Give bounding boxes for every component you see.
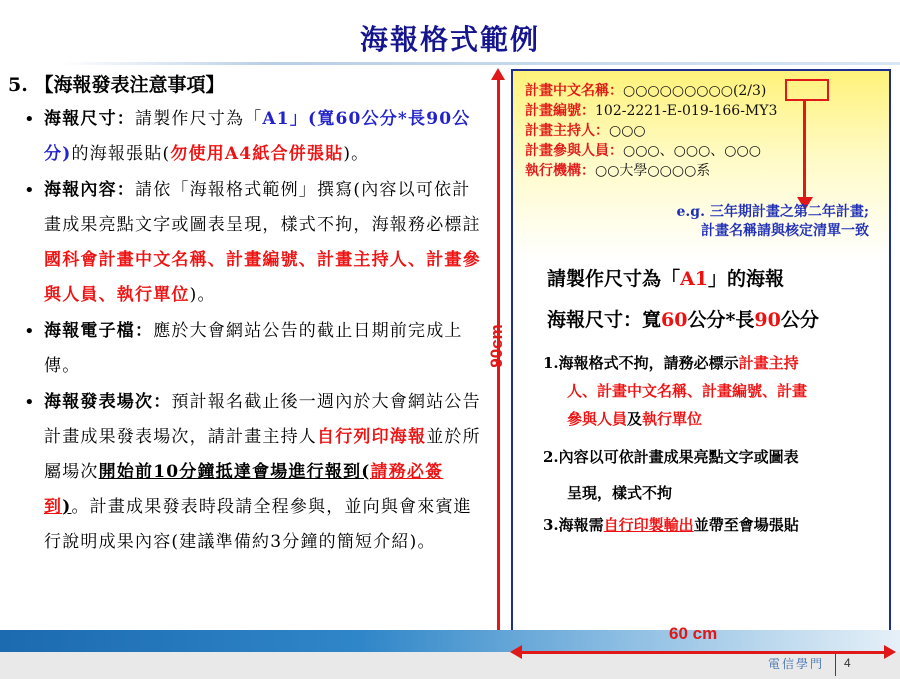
meta-key: 計畫編號： <box>525 103 595 119</box>
item-text: 呈現，樣式不拘 <box>567 484 673 502</box>
item-highlight: 自行印製輸出 <box>603 516 694 534</box>
meta-row-members <box>525 141 777 161</box>
meta-key: 計畫中文名稱： <box>525 83 623 99</box>
meta-row-title <box>525 81 777 101</box>
poster-meta <box>525 81 777 181</box>
arrow-up-icon <box>491 68 505 80</box>
bullet-poster-size <box>8 102 484 172</box>
item-text: 3.海報需 <box>543 516 604 534</box>
meta-key: 執行機構： <box>525 163 595 179</box>
poster-item-2 <box>543 439 799 511</box>
poster-example <box>511 69 891 643</box>
notes-panel <box>8 70 484 561</box>
item-text: 及 <box>627 410 643 428</box>
size-text: 海報尺寸：寬 <box>547 309 662 331</box>
bullet-text-size: A1」(寬60公分*長90公分) <box>44 109 471 164</box>
item-highlight: 計畫主持 <box>738 354 799 372</box>
footer-band <box>0 630 900 652</box>
notes-list <box>8 102 484 560</box>
bullet-text: )。 <box>189 285 216 305</box>
meta-value: ○○大學○○○○系 <box>595 163 711 179</box>
bullet-label: 海報發表場次： <box>44 392 172 412</box>
bullet-text: 。計畫成果發表時段請全程參與，並向與會來賓進行說明成果內容(建議準備約3分鐘的簡短介紹)。 <box>44 497 472 552</box>
bullet-arrive-early: 開始前10分鐘抵達會場進行報到( <box>98 462 371 482</box>
size-text: 公分*長 <box>687 309 755 331</box>
size-text: 請製作尺寸為「 <box>547 268 681 290</box>
width-label: 60 cm <box>669 624 718 643</box>
meta-key: 計畫主持人： <box>525 123 609 139</box>
bullet-text: 應於大會網站公告的截止日期前完成上傳。 <box>44 321 463 376</box>
meta-value: ○○○○○○○○○(2/3) <box>623 83 767 99</box>
height-label: 90cm <box>487 324 506 368</box>
meta-row-institution <box>525 161 777 181</box>
bullet-poster-content <box>8 173 484 313</box>
poster-size-dimensions <box>547 305 819 332</box>
meta-row-pi <box>525 121 777 141</box>
page-number: 4 <box>844 656 851 670</box>
poster-size-line <box>547 264 784 291</box>
size-value: 90 <box>754 309 781 331</box>
size-text: 」的海報 <box>707 268 784 290</box>
size-text: 公分 <box>780 309 819 331</box>
item-highlight: 人、計畫中文名稱、計畫編號、計畫 <box>567 382 808 400</box>
meta-value: ○○○ <box>609 123 646 139</box>
item-highlight: 參與人員 <box>567 410 628 428</box>
bullet-text: 請製作尺寸為「 <box>135 109 263 129</box>
callout-arrow-line <box>803 101 806 201</box>
bullet-text: 預計報名截止後一週內於大會網站公告計畫成果發表場次，請計畫主持人 <box>44 392 481 447</box>
item-text: 1.海報格式不拘，請務必標示 <box>543 354 739 372</box>
page-divider <box>835 654 836 676</box>
poster-item-3 <box>543 511 799 539</box>
bullet-self-print: 自行列印海報 <box>317 427 427 447</box>
bullet-text: ) <box>62 497 72 517</box>
meta-row-number <box>525 101 777 121</box>
bullet-text: 並於所屬場次 <box>44 427 481 482</box>
bullet-label: 海報內容： <box>44 180 135 200</box>
bullet-poster-file <box>8 314 484 384</box>
bullet-text: 請依「海報格式範例」撰寫(內容以可依計畫成果亮點文字或圖表呈現，樣式不拘，海報務必標註 <box>44 180 481 235</box>
bullet-label: 海報尺寸： <box>44 109 135 129</box>
bullet-label: 海報電子檔： <box>44 321 154 341</box>
bullet-text: )。 <box>343 144 370 164</box>
example-note-line: e.g. 三年期計畫之第二年計畫; <box>676 204 869 220</box>
footer-brand: 電信學門 <box>768 657 825 671</box>
item-highlight: 執行單位 <box>642 410 703 428</box>
item-text: 並帶至會場張貼 <box>693 516 799 534</box>
slide-title: 海報格式範例 <box>359 23 540 56</box>
example-note <box>677 203 870 241</box>
item-text: 2.內容以可依計畫成果亮點文字或圖表 <box>543 448 799 466</box>
meta-value: 102-2221-E-019-166-MY3 <box>595 103 778 119</box>
footer-bar <box>0 652 900 679</box>
bullet-sign-in: 請務必簽到 <box>44 462 444 517</box>
section-heading: 5. 【海報發表注意事項】 <box>8 74 225 96</box>
arrow-right-icon <box>884 645 896 659</box>
poster-item-1 <box>543 349 807 433</box>
bullet-warning: 勿使用A4紙合併張貼 <box>170 144 344 164</box>
bullet-required-fields: 國科會計畫中文名稱、計畫編號、計畫主持人、計畫參與人員、執行單位 <box>44 250 481 305</box>
arrow-left-icon <box>510 645 522 659</box>
meta-value: ○○○、○○○、○○○ <box>623 143 761 159</box>
size-value: 60 <box>661 309 688 331</box>
bullet-text: 的海報張貼( <box>71 144 171 164</box>
size-value: A1 <box>680 268 708 290</box>
bullet-poster-session <box>8 385 484 560</box>
width-arrow-line <box>520 651 886 654</box>
example-note-line: 計畫名稱請與核定清單一致 <box>701 223 869 239</box>
meta-key: 計畫參與人員： <box>525 143 623 159</box>
year-highlight-box <box>785 79 829 101</box>
title-rule <box>60 62 900 65</box>
